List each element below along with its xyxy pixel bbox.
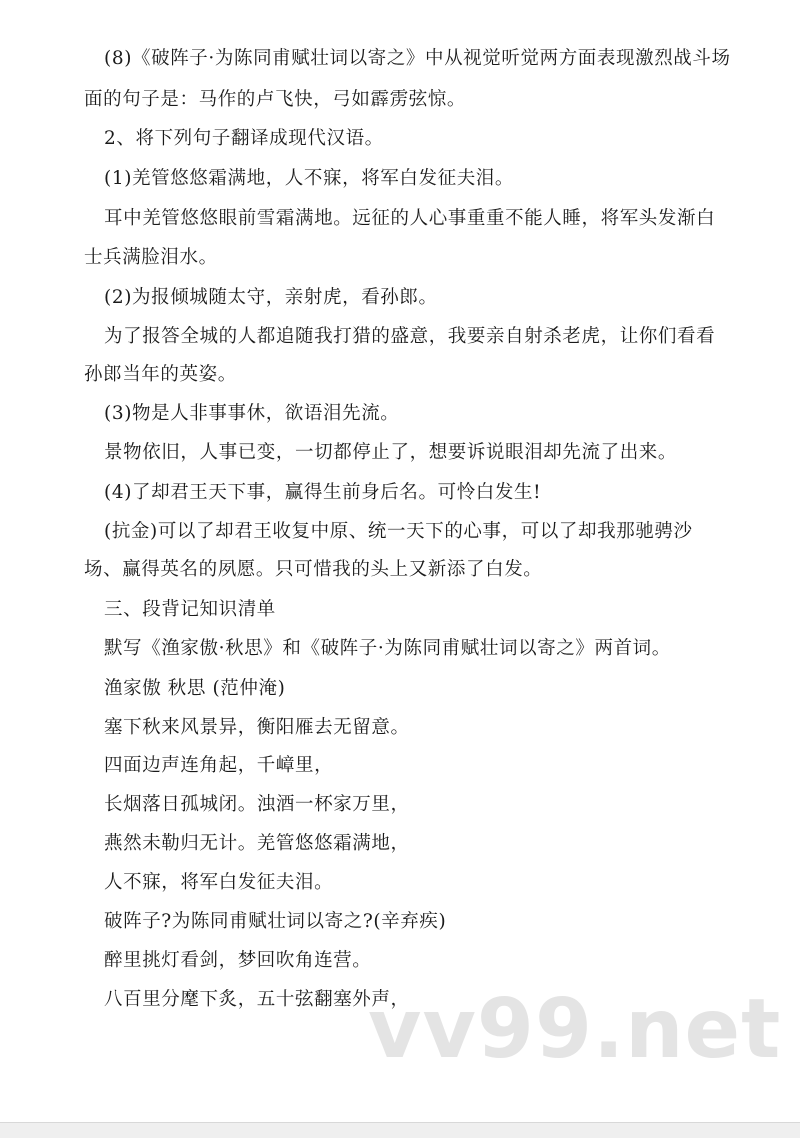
translation-2-line-1: 为了报答全城的人都追随我打猎的盛意，我要亲自射杀老虎，让你们看看: [104, 326, 716, 347]
sentence-1: (1)羌管悠悠霜满地，人不寐，将军白发征夫泪。: [104, 168, 515, 189]
translation-1-line-1: 耳中羌管悠悠眼前雪霜满地。远征的人心事重重不能人睡，将军头发渐白: [104, 208, 716, 229]
section-2-heading: 2、将下列句子翻译成现代汉语。: [104, 128, 384, 149]
poem-2-line-1: 醉里挑灯看剑，梦回吹角连营。: [104, 950, 372, 971]
watermark: vv99.net: [368, 982, 782, 1077]
question-8-line-2: 面的句子是：马作的卢飞快，弓如霹雳弦惊。: [84, 89, 467, 110]
poem-1-line-2: 四面边声连角起，千嶂里，: [104, 755, 334, 776]
sentence-3: (3)物是人非事事休，欲语泪先流。: [104, 403, 400, 424]
section-3-heading: 三、段背记知识清单: [104, 599, 276, 620]
translation-4-line-2: 场、赢得英名的夙愿。只可惜我的头上又新添了白发。: [84, 559, 543, 580]
page-bottom-edge: [0, 1122, 800, 1138]
translation-3: 景物依旧，人事已变，一切都停止了，想要诉说眼泪却先流了出来。: [104, 442, 678, 463]
translation-1-line-2: 士兵满脸泪水。: [84, 247, 218, 268]
poem-2-title: 破阵子?为陈同甫赋壮词以寄之?(辛弃疾): [104, 911, 447, 932]
poem-1-line-4: 燕然未勒归无计。羌管悠悠霜满地，: [104, 833, 410, 854]
poem-1-line-3: 长烟落日孤城闭。浊酒一杯家万里，: [104, 794, 410, 815]
translation-2-line-2: 孙郎当年的英姿。: [84, 364, 237, 385]
poem-1-line-1: 塞下秋来风景异，衡阳雁去无留意。: [104, 717, 410, 738]
sentence-2: (2)为报倾城随太守，亲射虎，看孙郎。: [104, 287, 438, 308]
poem-1-line-5: 人不寐，将军白发征夫泪。: [104, 872, 334, 893]
poem-1-title: 渔家傲 秋思 (范仲淹): [104, 678, 286, 699]
question-8-line-1: (8)《破阵子·为陈同甫赋壮词以寄之》中从视觉听觉两方面表现激烈战斗场: [104, 48, 731, 69]
sentence-4: (4)了却君王天下事，赢得生前身后名。可怜白发生!: [104, 482, 542, 503]
poem-2-line-2: 八百里分麾下炙，五十弦翻塞外声，: [104, 989, 410, 1010]
translation-4-line-1: (抗金)可以了却君王收复中原、统一天下的心事，可以了却我那驰骋沙: [104, 521, 693, 542]
dictation-instruction: 默写《渔家傲·秋思》和《破阵子·为陈同甫赋壮词以寄之》两首词。: [104, 638, 671, 659]
